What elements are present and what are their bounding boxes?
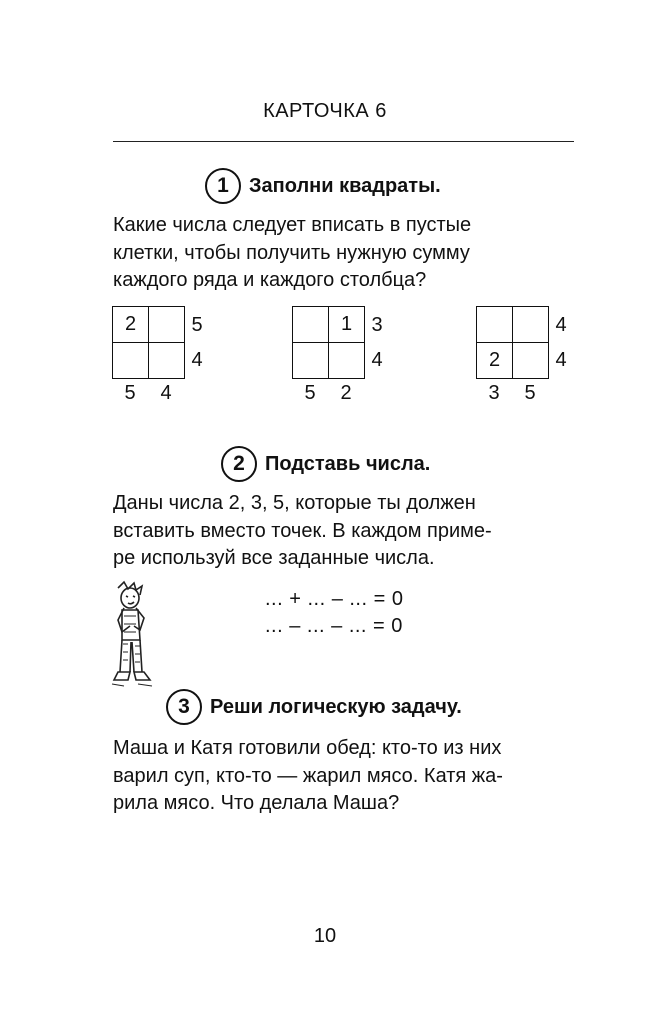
grid-cell[interactable]	[293, 307, 329, 343]
col-sum: 5	[124, 382, 136, 404]
row-sum: 3	[371, 314, 383, 336]
task2-number: 2	[221, 446, 257, 482]
col-sum: 5	[304, 382, 316, 404]
task2-title: Подставь числа.	[265, 452, 431, 475]
task2-text-line: Даны числа 2, 3, 5, которые ты должен	[113, 492, 476, 514]
sum-grid-3	[476, 306, 549, 379]
task1-text-line: каждого ряда и каждого столбца?	[113, 269, 427, 291]
page-number: 10	[313, 925, 337, 947]
grid-cell[interactable]	[513, 307, 549, 343]
card-title: КАРТОЧКА 6	[263, 100, 387, 122]
grid-cell[interactable]	[149, 307, 185, 343]
row-sum: 4	[371, 349, 383, 371]
task1-text-line: Какие числа следует вписать в пустые	[113, 214, 472, 236]
sum-grid-1	[112, 306, 185, 379]
task3-text-line: варил суп, кто-то — жарил мясо. Катя жа-	[113, 764, 503, 787]
grid-cell[interactable]: 2	[113, 307, 149, 343]
task3-text-line: рила мясо. Что делала Маша?	[113, 792, 400, 814]
task3-title: Реши логическую задачу.	[210, 695, 462, 718]
task2-heading	[221, 446, 430, 482]
header-divider	[113, 141, 574, 142]
row-sum: 4	[555, 349, 567, 371]
grid-cell[interactable]	[113, 343, 149, 379]
grid-cell[interactable]	[477, 307, 513, 343]
task2-text-line: ре используй все заданные числа.	[113, 547, 435, 569]
task3-heading	[166, 689, 462, 725]
grid-cell[interactable]	[293, 343, 329, 379]
equation-1: ... + ... – ... = 0	[265, 588, 404, 610]
col-sum: 3	[488, 382, 500, 404]
task1-heading	[205, 168, 441, 204]
grid-cell[interactable]	[149, 343, 185, 379]
row-sum: 4	[555, 314, 567, 336]
col-sum: 5	[524, 382, 536, 404]
grid-cell[interactable]: 1	[329, 307, 365, 343]
task3-text-line: Маша и Катя готовили обед: кто-то из них	[113, 737, 502, 759]
task1-text-line: клетки, чтобы получить нужную сумму	[113, 241, 470, 264]
equation-2: ... – ... – ... = 0	[265, 615, 403, 637]
row-sum: 4	[191, 349, 203, 371]
grid-cell[interactable]: 2	[477, 343, 513, 379]
grid-cell[interactable]	[513, 343, 549, 379]
task3-number: 3	[166, 689, 202, 725]
task2-text-line: вставить вместо точек. В каждом приме-	[113, 519, 492, 542]
task1-text	[113, 212, 575, 295]
col-sum: 4	[160, 382, 172, 404]
row-sum: 5	[191, 314, 203, 336]
sum-grid-2	[292, 306, 365, 379]
task1-number: 1	[205, 168, 241, 204]
cartoon-figure-illustration	[104, 580, 160, 695]
grid-cell[interactable]	[329, 343, 365, 379]
task1-title: Заполни квадраты.	[249, 174, 441, 197]
task3-text	[113, 735, 575, 818]
task2-text	[113, 490, 575, 573]
col-sum: 2	[340, 382, 352, 404]
